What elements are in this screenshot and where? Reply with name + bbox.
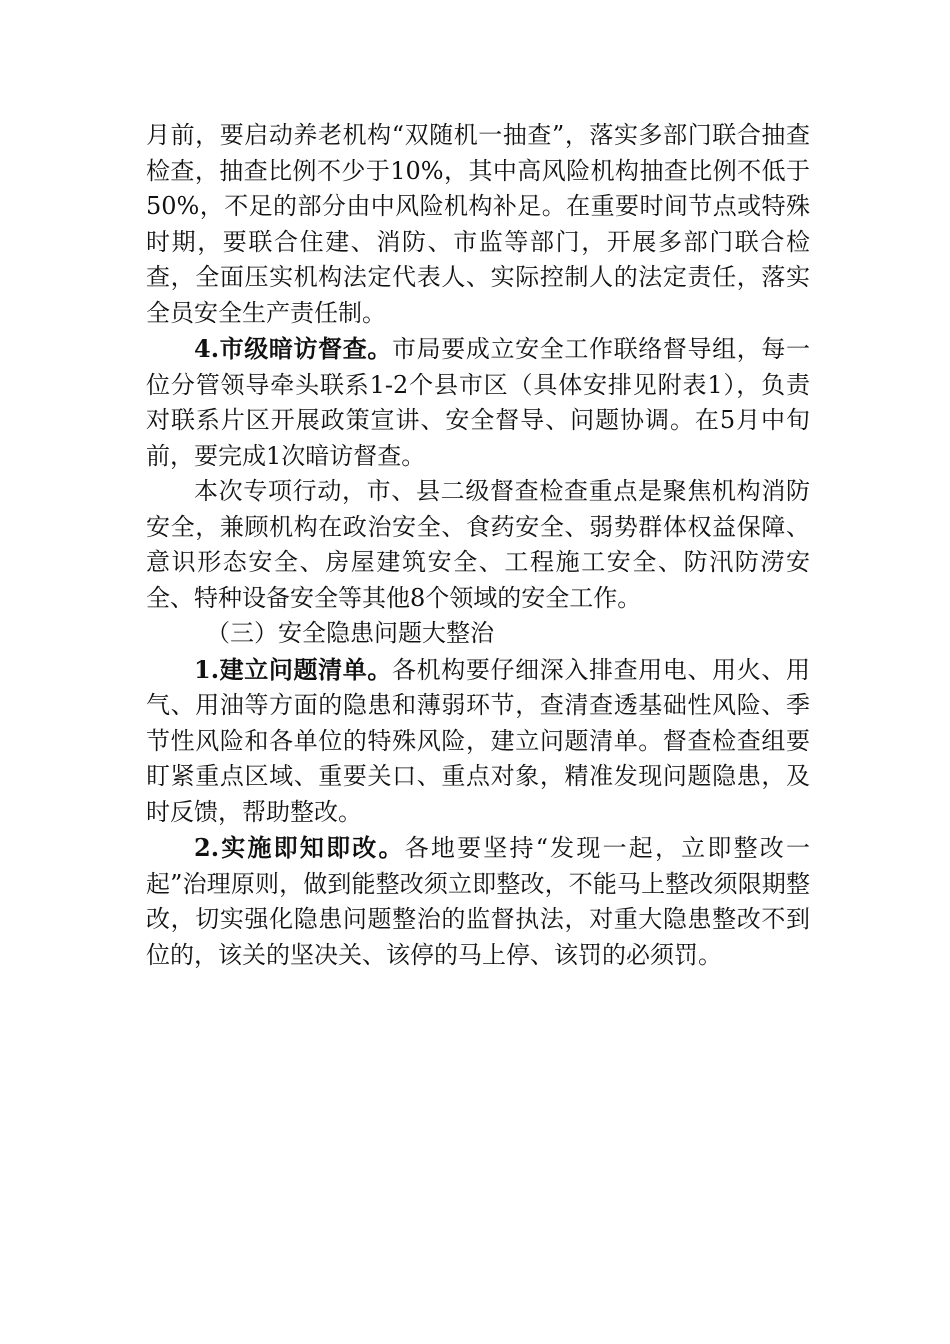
paragraph-text: 市局要成立安全工作联络督导组，每一位分管领导牵头联系1-2个县市区（具体安排见附表1），负责对联系片区开展政策宣讲、安全督导、问题协调。在5月中旬前，要完成1次暗访督查。 <box>146 335 811 470</box>
paragraph-lead-heading: 2.实施即知即改。 <box>194 833 405 862</box>
paragraph-text: 各地要坚持“发现一起，立即整改一起”治理原则，做到能整改须立即整改，不能马上整改须限期整改，切实强化隐患问题整治的监督执法，对重大隐患整改不到位的，该关的坚决关、该停的马上停、该罚的必须罚。 <box>146 834 810 969</box>
paragraph-lead-heading: 4.市级暗访督查。 <box>194 334 393 363</box>
paragraph-inspection-focus <box>146 474 810 616</box>
paragraph-text: 各机构要仔细深入排查用电、用火、用气、用油等方面的隐患和薄弱环节，查清查透基础性风险、季节性风险和各单位的特殊风险，建立问题清单。督查检查组要盯紧重点区域、重要关口、重点对象，精准发现问题隐患，及时反馈，帮助整改。 <box>146 655 811 826</box>
paragraph-lead-heading: 1.建立问题清单。 <box>194 654 393 684</box>
section-heading-text: （三）安全隐患问题大整治 <box>206 619 494 647</box>
paragraph-problem-list <box>146 652 810 831</box>
paragraph-text: 本次专项行动，市、县二级督查检查重点是聚焦机构消防安全，兼顾机构在政治安全、食药安全、弱势群体权益保障、意识形态安全、房屋建筑安全、工程施工安全、防汛防涝安全、特种设备安全等其他8个领域的安全工作。 <box>146 477 810 612</box>
paragraph-city-unannounced-inspection <box>146 331 810 474</box>
document-body <box>146 118 810 973</box>
paragraph-oversight-inspection <box>146 118 810 331</box>
paragraph-immediate-rectification <box>146 830 810 973</box>
section-heading-hazard-rectification <box>146 616 810 652</box>
paragraph-text: 月前，要启动养老机构“双随机一抽查”，落实多部门联合抽查检查，抽查比例不少于10%，其中高风险机构抽查比例不低于50%，不足的部分由中风险机构补足。在重要时间节点或特殊时期，要联合住建、消防、市监等部门，开展多部门联合检查，全面压实机构法定代表人、实际控制人的法定责任，落实全员安全生产责任制。 <box>146 121 810 327</box>
